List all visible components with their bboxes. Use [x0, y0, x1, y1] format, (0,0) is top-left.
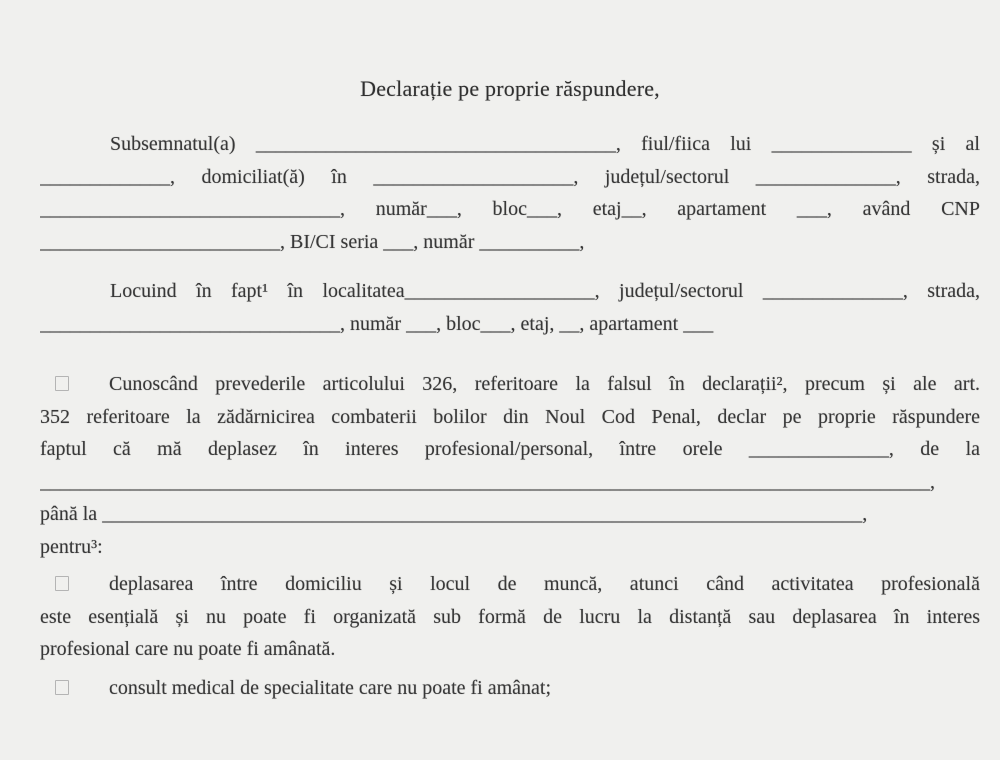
- declaration-line-1: [40, 368, 980, 401]
- declaration-line-6: pentru³:: [40, 535, 103, 558]
- identity-line-2: _____________, domiciliat(ă) în ____________________, județul/sectorul ______________, strada,: [40, 165, 980, 188]
- reason-commute-text-1: deplasarea între domiciliu și locul de muncă, atunci când activitatea profesională: [109, 573, 980, 595]
- reason-commute-checkbox[interactable]: [55, 576, 69, 591]
- identity-line-3: ______________________________, număr___, bloc___, etaj__, apartament ___, având CNP: [40, 198, 980, 220]
- residence-line-2: ______________________________, număr ___, bloc___, etaj, __, apartament ___: [40, 312, 714, 335]
- residence-line-1: Locuind în fapt¹ în localitatea___________________, județul/sectorul ______________, strada,: [110, 280, 980, 302]
- residence-paragraph: [40, 275, 980, 340]
- reason-commute-line-1: [40, 568, 980, 601]
- declaration-document: [0, 72, 1000, 704]
- declaration-text-1: Cunoscând prevederile articolului 326, referitoare la falsul în declarații², precum și ale art.: [109, 373, 980, 395]
- identity-line-4: ________________________, BI/CI seria ___, număr __________,: [40, 230, 585, 253]
- declaration-checkbox[interactable]: [55, 376, 69, 391]
- declaration-paragraph: [40, 368, 980, 563]
- identity-line-1: Subsemnatul(a) ____________________________________, fiul/fiica lui ______________ și al: [110, 133, 980, 155]
- reason-commute-line-3: profesional care nu poate fi amânată.: [40, 638, 336, 660]
- declaration-line-4: _________________________________________________________________________________________,: [40, 470, 935, 493]
- reason-commute-paragraph: [40, 568, 980, 666]
- document-title: Declarație pe proprie răspundere,: [360, 76, 660, 101]
- reason-medical-text-1: consult medical de specialitate care nu poate fi amânat;: [109, 676, 552, 699]
- reason-commute-line-2: este esențială și nu poate fi organizată sub formă de lucru la distanță sau deplasarea în interes: [40, 605, 980, 628]
- declaration-line-5: până la ____________________________________________________________________________,: [40, 503, 868, 525]
- reason-medical-checkbox[interactable]: [55, 680, 69, 695]
- declaration-line-2: 352 referitoare la zădărnicirea combaterii bolilor din Noul Cod Penal, declar pe proprie răspundere: [40, 405, 980, 428]
- declaration-line-3: faptul că mă deplasez în interes profesional/personal, între orele ______________, de la: [40, 438, 980, 460]
- identity-paragraph: [40, 128, 980, 258]
